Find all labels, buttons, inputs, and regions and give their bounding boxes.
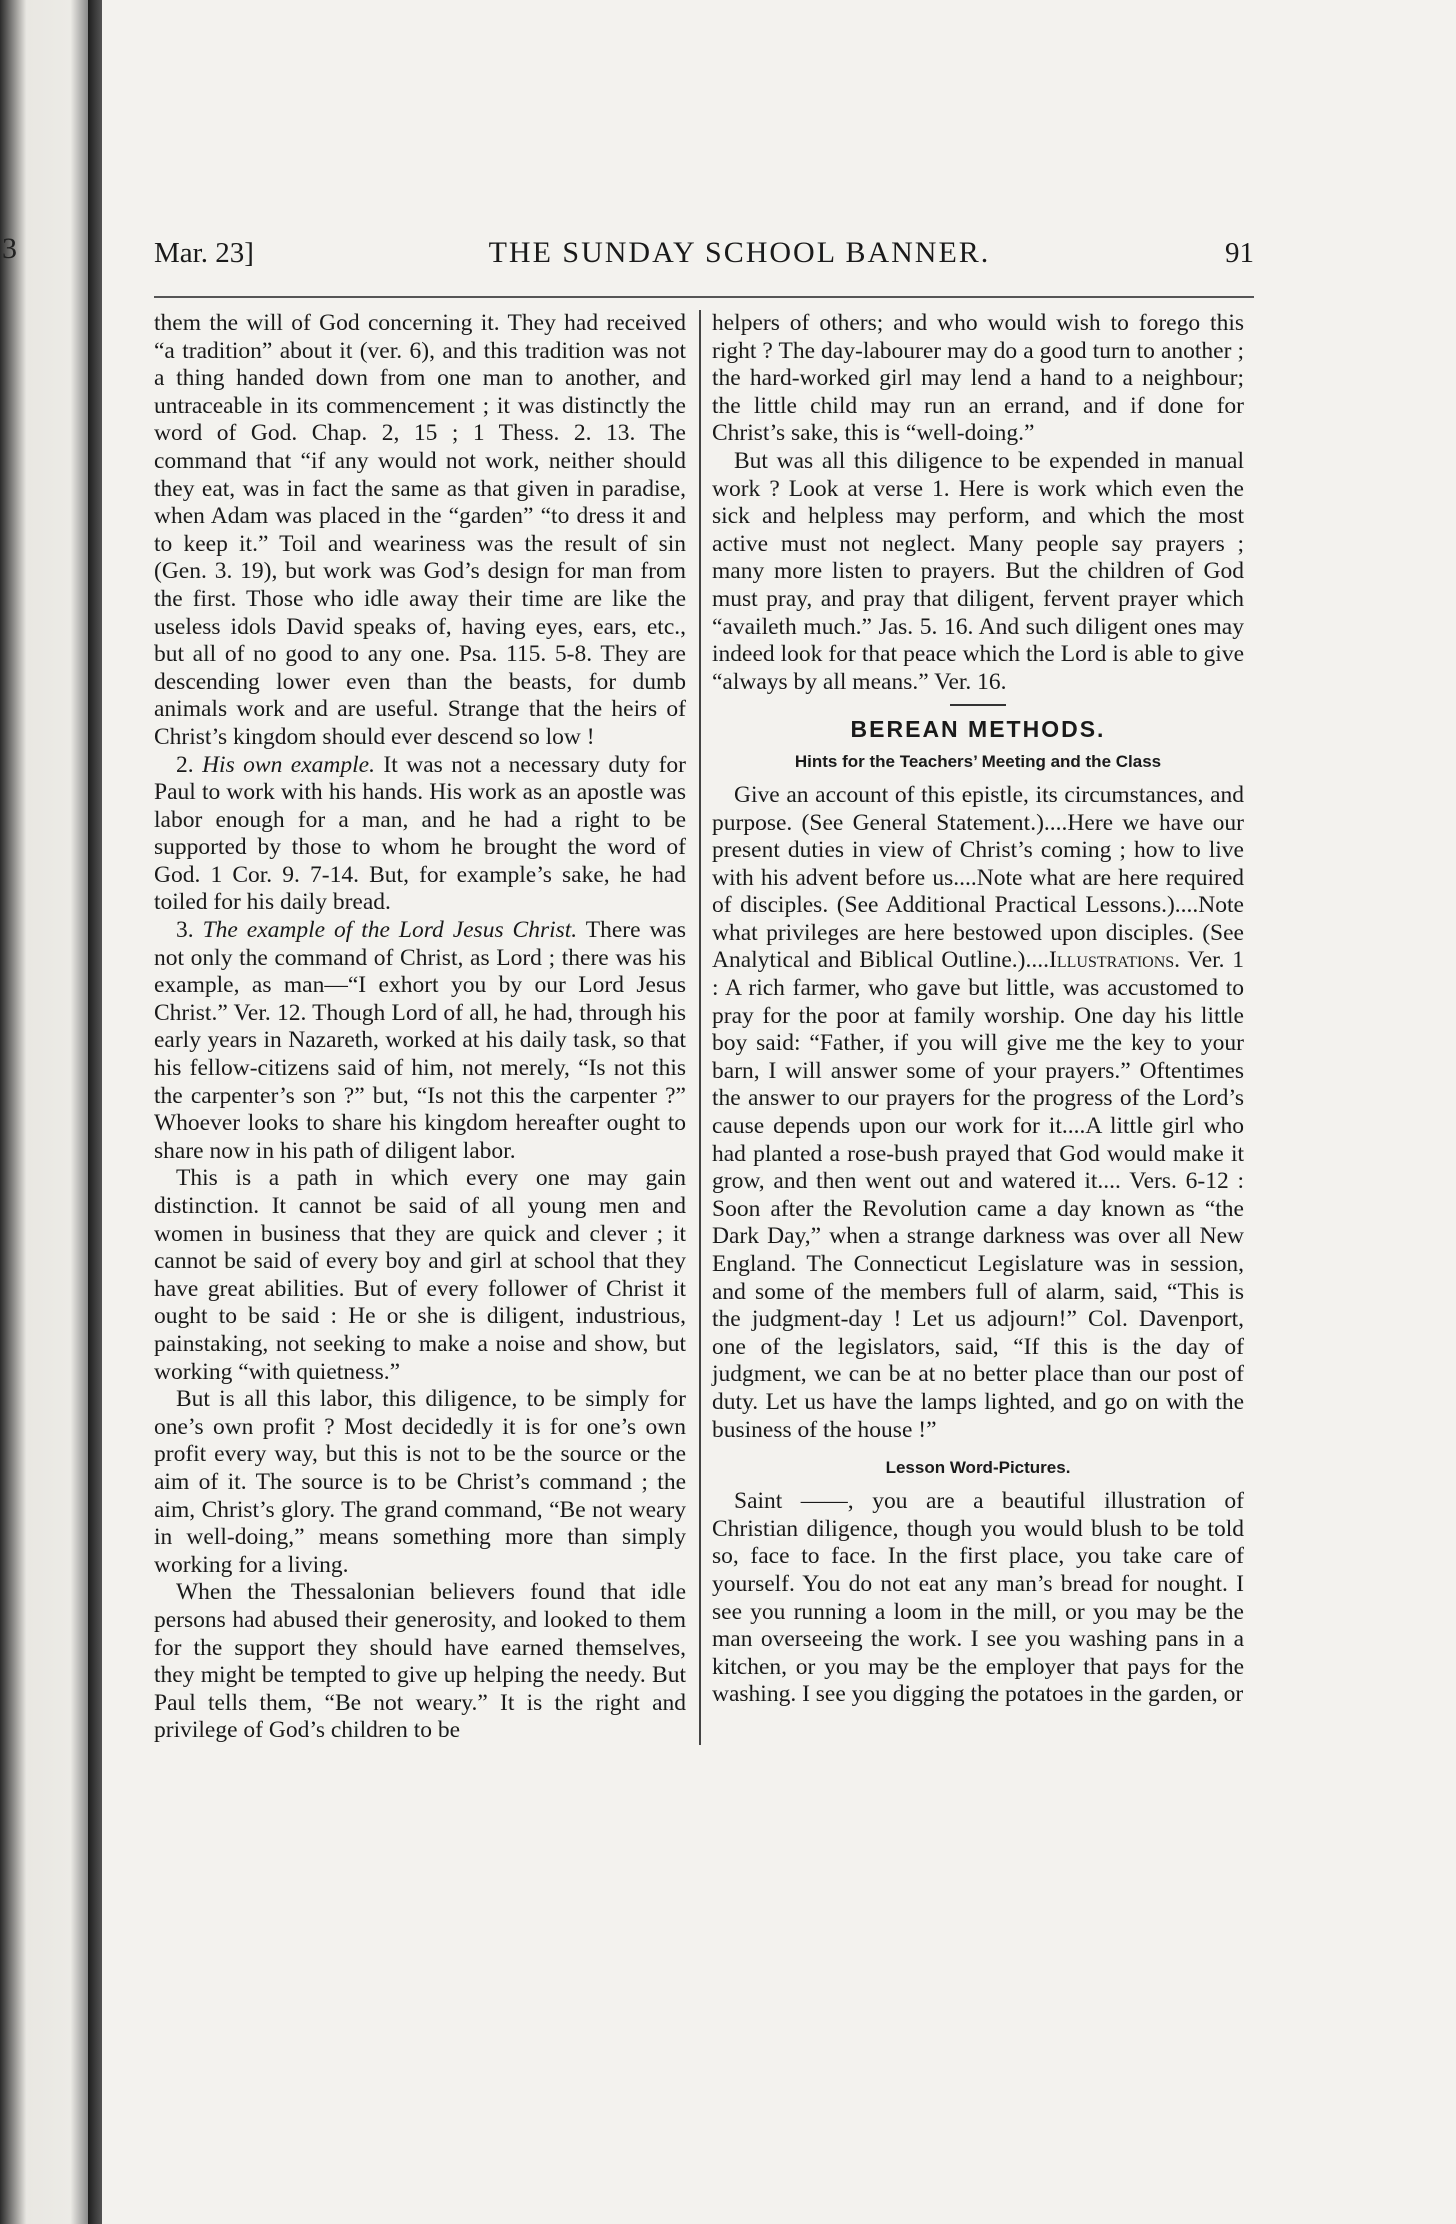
left-paragraph-3 xyxy=(154,917,686,1165)
header-title: THE SUNDAY SCHOOL BANNER. xyxy=(488,236,991,269)
column-divider xyxy=(699,310,701,1745)
facing-page-edge xyxy=(0,0,88,2224)
word-pictures-heading: Lesson Word-Pictures. xyxy=(885,1458,1071,1478)
right-paragraph-3 xyxy=(712,782,1244,1444)
right-column xyxy=(712,310,1244,1745)
right-paragraph-2: But was all this diligence to be expended in manual work ? Look at verse 1. Here is work which even the sick and helpless may perform, and which the most active must not neglect. Many people say prayers ; many more listen to prayers. But the children of God must pray, and pray that diligent, fervent prayer which “availeth much.” Jas. 5. 16. And such diligent ones may indeed look for that peace which the Lord is able to give “always by all means.” Ver. 16. xyxy=(712,447,1244,695)
left-paragraph-5: But is all this labor, this diligence, to be simply for one’s own profit ? Most decidedly it is for one’s own profit every way, but this is not to be the source or the aim of it. The source is to be Christ’s command ; the aim, Christ’s glory. The grand command, “Be not weary in well-doing,” means something more than simply working for a living. xyxy=(154,1386,686,1578)
section-divider xyxy=(950,704,1006,706)
header-rule xyxy=(154,296,1254,298)
point-text: It was not a necessary duty for Paul to work with his hands. His work as an apostle was labor enough for a man, and he had a right to be supported by those to whom he brought the word of God. 1 Cor. 9. 7-14. But, for example’s sake, he had toiled for his daily bread. xyxy=(154,751,686,916)
right-paragraph-1: helpers of others; and who would wish to forego this right ? The day-labourer may do a good turn to another ; the hard-worked girl may lend a hand to a neighbour; the little child may run an errand, and if done for Christ’s sake, this is “well-doing.” xyxy=(712,310,1244,447)
point-number: 3. xyxy=(176,917,203,944)
left-paragraph-1: them the will of God concerning it. They had received “a tradition” about it (ver. 6), and this tradition was not a thing handed down from one man to another, and untraceable in its commencement ; it was distinctly the word of God. Chap. 2, 15 ; 1 Thess. 2. 13. The command that “if any would not work, neither should they eat, was in fact the same as that given in paradise, when Adam was placed in the “garden” “to dress it and to keep it.” Toil and weariness was the result of sin (Gen. 3. 19), but work was God’s design for man from the first. Those who idle away their time are like the useless idols David speaks of, having eyes, ears, etc., but all of no good to any one. Psa. 115. 5-8. They are descending lower even than the beasts, for dumb animals work and are useful. Strange that the heirs of Christ’s kingdom should ever descend so low ! xyxy=(154,310,686,750)
book-page xyxy=(102,0,1456,2224)
left-paragraph-2 xyxy=(154,752,686,918)
hints-text: Give an account of this epistle, its circumstances, and purpose. (See General Statement.)....Here we have our present duties in view of Christ’s coming ; how to live with his advent before us....Note what are here required of disciples. (See Additional Practical Lessons.)....Note what privileges are here bestowed upon disciples. (See Analytical and Biblical Outline.).... xyxy=(712,781,1244,974)
left-column xyxy=(154,310,686,1745)
header-date: Mar. 23] xyxy=(154,237,254,269)
section-heading: BEREAN METHODS. xyxy=(850,716,1106,743)
book-gutter xyxy=(88,0,102,2224)
page-number: 91 xyxy=(1224,237,1254,269)
section-subheading: Hints for the Teachers’ Meeting and the Class xyxy=(794,751,1162,771)
point-text: There was not only the command of Christ, as Lord ; there was his example, as man—“I exhort you by our Lord Jesus Christ.” Ver. 12. Though Lord of all, he had, through his early years in Nazareth, worked at his daily task, so that his fellow-citizens said of him, not merely, “Is not this the carpenter’s son ?” but, “Is not this the carpenter ?” Whoever looks to share his kingdom hereafter ought to share now in his path of diligent labor. xyxy=(154,917,686,1164)
running-header xyxy=(154,236,1254,276)
left-paragraph-6: When the Thessalonian believers found that idle persons had abused their generosity, and looked to them for the support they should have earned themselves, they might be tempted to give up helping the needy. But Paul tells them, “Be not weary.” It is the right and privilege of God’s children to be xyxy=(154,1579,686,1744)
left-paragraph-4: This is a path in which every one may gain distinction. It cannot be said of all young men and women in business that they are quick and clever ; it cannot be said of every boy and girl at school that they have great abilities. But of every follower of Christ it ought to be said : He or she is diligent, industrious, painstaking, not seeking to make a noise and show, but working “with quietness.” xyxy=(154,1165,686,1385)
right-paragraph-4: Saint ——, you are a beautiful illustration of Christian diligence, though you would blush to be told so, face to face. In the first place, you take care of yourself. You do not eat any man’s bread for nought. I see you running a loom in the mill, or you may be the man overseeing the work. I see you washing pans in a kitchen, or you may be the employer that pays for the washing. I see you digging the potatoes in the garden, or xyxy=(712,1488,1244,1708)
illustrations-text: Ver. 1 : A rich farmer, who gave but little, was accustomed to pray for the poor at family worship. One day his little boy said: “Father, if you will give me the key to your barn, I will answer some of your prayers.” Oftentimes the answer to our prayers for the progress of the Lord’s cause depends upon our work for it....A little girl who had planted a rose-bush prayed that God would make it grow, and then went out and watered it.... Vers. 6-12 : Soon after the Revolution came a day known as “the Dark Day,” when a strange darkness was over all New England. The Connecticut Legislature was in session, and some of the members full of alarm, said, “This is the judgment-day ! Let us adjourn!” Col. Davenport, one of the legislators, said, “If this is the day of judgment, we can be at no better place than our post of duty. Let us have the lamps lighted, and go on with the business of the house !” xyxy=(712,947,1244,1443)
point-number: 2. xyxy=(176,751,203,778)
point-heading: The example of the Lord Jesus Christ. xyxy=(202,917,578,944)
facing-page-character: 3 xyxy=(2,232,17,265)
page-content xyxy=(154,236,1254,1745)
point-heading: His own example. xyxy=(202,751,375,778)
illustrations-label: Illustrations. xyxy=(1049,947,1181,974)
two-column-body xyxy=(154,310,1254,1745)
